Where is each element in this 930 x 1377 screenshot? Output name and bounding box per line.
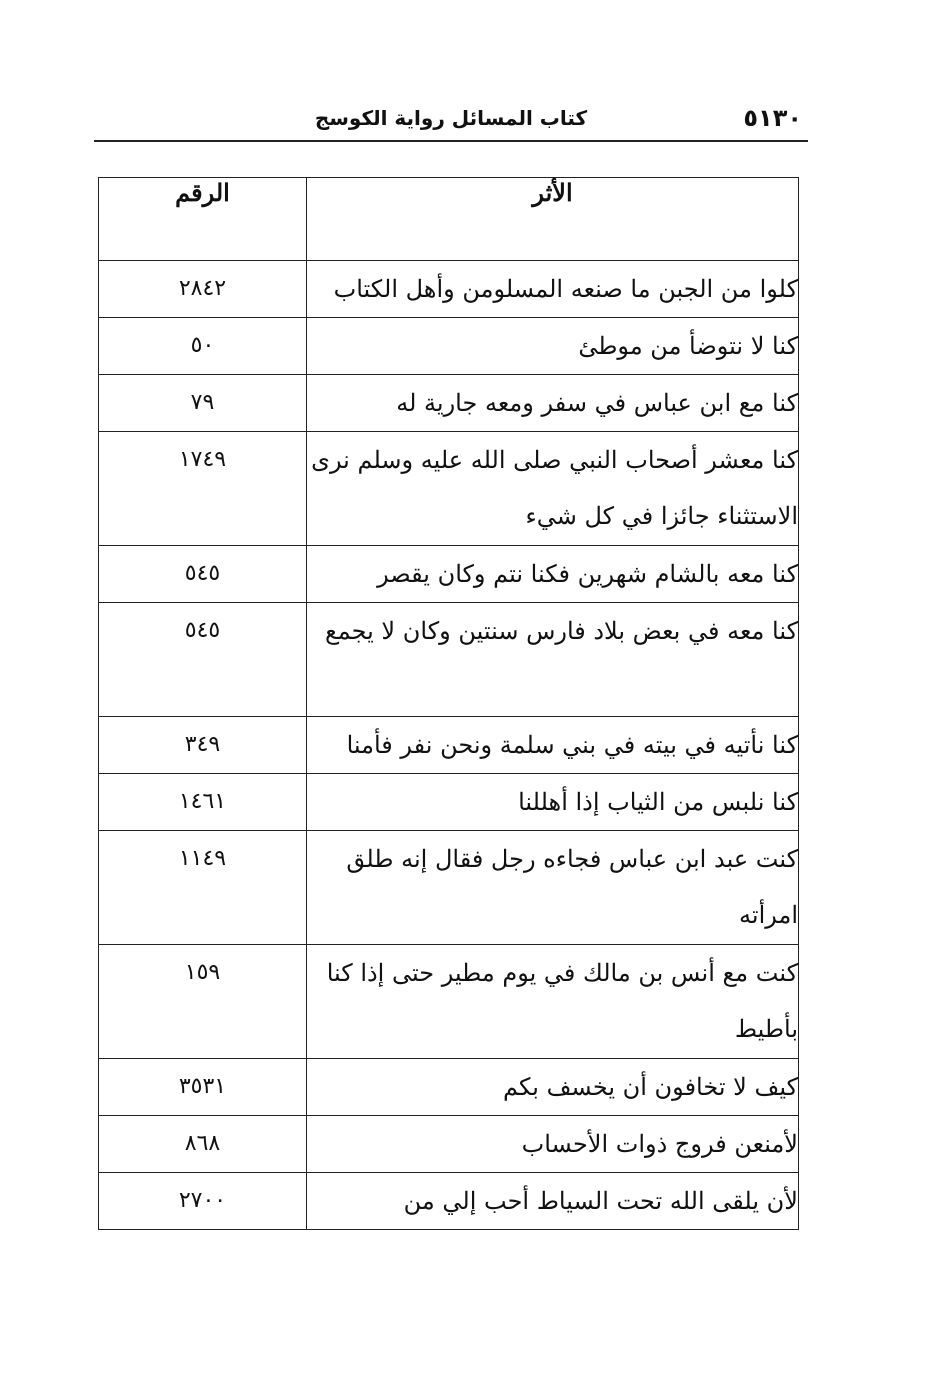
athar-text: لأمنعن فروج ذوات الأحساب: [307, 1116, 799, 1173]
table-row: [99, 261, 799, 318]
athar-text: كنا لا نتوضأ من موطئ: [307, 318, 799, 375]
athar-number: ١١٤٩: [99, 831, 307, 945]
table-row: [99, 375, 799, 432]
athar-number: ٥٠: [99, 318, 307, 375]
table-row: [99, 831, 799, 945]
athar-text: كنت عبد ابن عباس فجاءه رجل فقال إنه طلق امرأته: [307, 831, 799, 945]
table-row: [99, 546, 799, 603]
table-row: [99, 1116, 799, 1173]
athar-number: ٥٤٥: [99, 603, 307, 717]
table-row: [99, 603, 799, 717]
table-row: [99, 318, 799, 375]
athar-text: كنا معه في بعض بلاد فارس سنتين وكان لا يجمع: [307, 603, 799, 717]
page-header: [94, 100, 808, 142]
athar-text: كلوا من الجبن ما صنعه المسلومن وأهل الكتاب: [307, 261, 799, 318]
table-row: [99, 1059, 799, 1116]
athar-text: كنا نلبس من الثياب إذا أهللنا: [307, 774, 799, 831]
athar-number: ٢٧٠٠: [99, 1173, 307, 1230]
table-row: [99, 774, 799, 831]
athar-number: ٣٥٣١: [99, 1059, 307, 1116]
header-number: الرقم: [99, 178, 307, 261]
athar-text: كنت مع أنس بن مالك في يوم مطير حتى إذا كنا بأطيط: [307, 945, 799, 1059]
athar-text: كنا معشر أصحاب النبي صلى الله عليه وسلم نرى الاستثناء جائزا في كل شيء: [307, 432, 799, 546]
athar-number: ١٥٩: [99, 945, 307, 1059]
table-row: [99, 945, 799, 1059]
athar-number: ٨٦٨: [99, 1116, 307, 1173]
book-title: كتاب المسائل رواية الكوسج: [314, 106, 588, 130]
athar-number: ٧٩: [99, 375, 307, 432]
athar-text: كنا نأتيه في بيته في بني سلمة ونحن نفر فأمنا: [307, 717, 799, 774]
athar-text: كنا مع ابن عباس في سفر ومعه جارية له: [307, 375, 799, 432]
table-row: [99, 717, 799, 774]
athar-number: ٣٤٩: [99, 717, 307, 774]
athar-number: ١٤٦١: [99, 774, 307, 831]
athar-number: ٢٨٤٢: [99, 261, 307, 318]
athar-number: ٥٤٥: [99, 546, 307, 603]
athar-number: ١٧٤٩: [99, 432, 307, 546]
page-number: ٥١٣٠: [743, 104, 802, 132]
table-row: [99, 1173, 799, 1230]
header-athar: الأثر: [307, 178, 799, 261]
athar-text: كنا معه بالشام شهرين فكنا نتم وكان يقصر: [307, 546, 799, 603]
table-header-row: [99, 178, 799, 261]
athar-text: لأن يلقى الله تحت السياط أحب إلي من: [307, 1173, 799, 1230]
athar-text: كيف لا تخافون أن يخسف بكم: [307, 1059, 799, 1116]
athar-index-table: [98, 177, 799, 1230]
table-row: [99, 432, 799, 546]
